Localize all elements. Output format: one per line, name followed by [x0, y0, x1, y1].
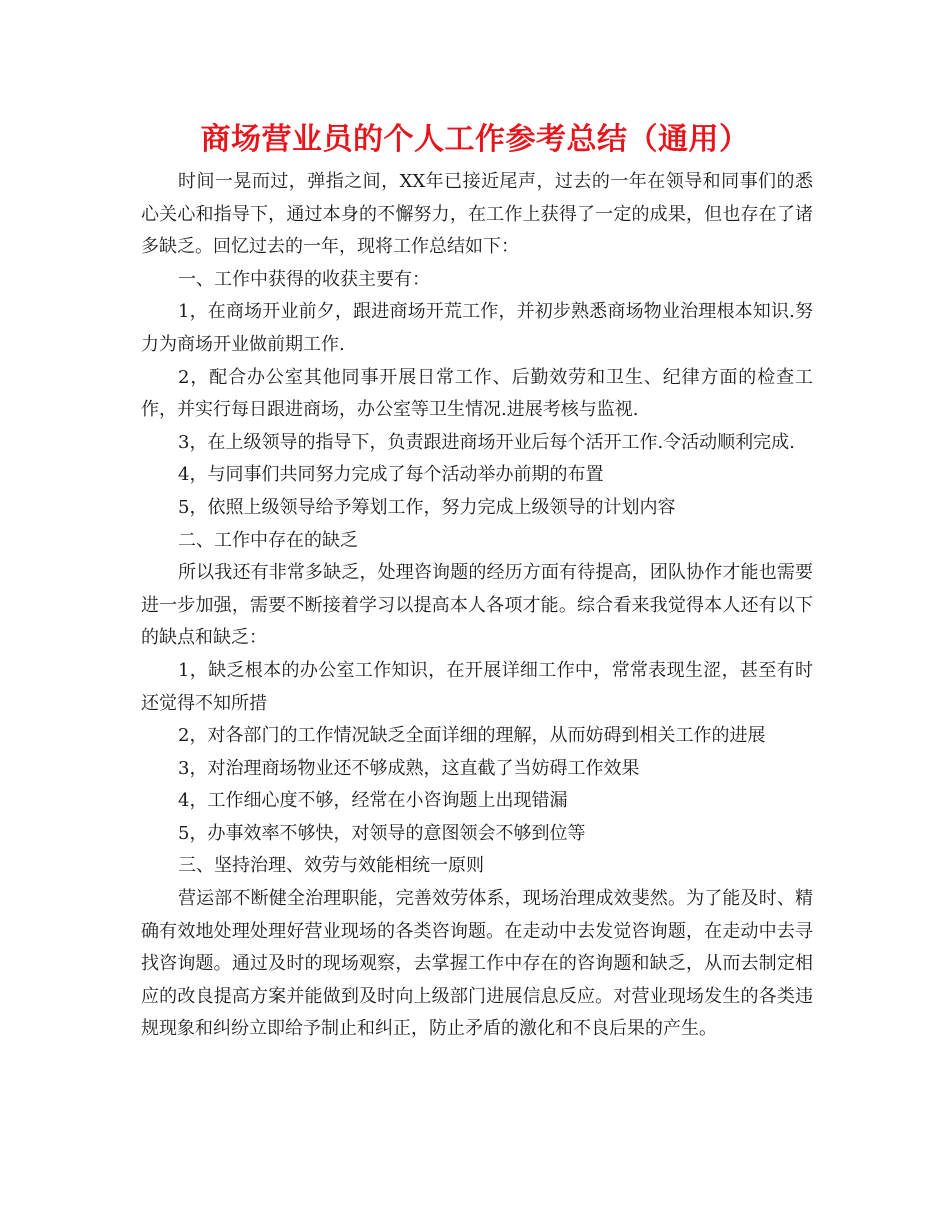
section-heading: 三、坚持治理、效劳与效能相统一原则: [178, 855, 484, 877]
list-item: 4，工作细心度不够，经常在小咨询题上出现错漏: [178, 790, 568, 812]
list-item: 5，办事效率不够快，对领导的意图领会不够到位等: [178, 822, 586, 844]
list-item: 1，在商场开业前夕，跟进商场开荒工作，并初步熟悉商场物业治理根本知识.努力为商场开业做前期工作.: [141, 301, 813, 355]
list-item: 2，对各部门的工作情况缺乏全面详细的理解，从而妨碍到相关工作的进展: [178, 725, 766, 747]
list-item: 5，依照上级领导给予筹划工作，努力完成上级领导的计划内容: [178, 496, 676, 518]
section-heading: 二、工作中存在的缺乏: [178, 529, 358, 551]
list-item: 1，缺乏根本的办公室工作知识，在开展详细工作中，常常表现生涩，甚至有时还觉得不知所措: [141, 659, 813, 714]
list-item: 4，与同事们共同努力完成了每个活动举办前期的布置: [178, 464, 604, 486]
document-title: 商场营业员的个人工作参考总结（通用）: [200, 122, 750, 157]
list-item: 2，配合办公室其他同事开展日常工作、后勤效劳和卫生、纪律方面的检查工作，并实行每日跟进商场，办公室等卫生情况.进展考核与监视.: [141, 366, 813, 421]
paragraph: 时间一晃而过，弹指之间，XX年已接近尾声，过去的一年在领导和同事们的悉心关心和指导下，通过本身的不懈努力，在工作上获得了一定的成果，但也存在了诸多缺乏。回忆过去的一年，现将工作总结如下：: [141, 171, 813, 258]
list-item: 3，对治理商场物业还不够成熟，这直截了当妨碍工作效果: [178, 757, 640, 779]
list-item: 3，在上级领导的指导下，负责跟进商场开业后每个活开工作.令活动顺利完成.: [178, 431, 795, 453]
document-body: [141, 166, 813, 1046]
paragraph: 营运部不断健全治理职能，完善效劳体系，现场治理成效斐然。为了能及时、精确有效地处理处理好营业现场的各类咨询题。在走动中去发觉咨询题，在走动中去寻找咨询题。通过及时的现场观察，去掌握工作中存在的咨询题和缺乏，从而去制定相应的改良提高方案并能做到及时向上级部门进展信息反应。对营业现场发生的各类违规现象和纠纷立即给予制止和纠正，防止矛盾的激化和不良后果的产生。: [141, 888, 813, 1040]
paragraph: 所以我还有非常多缺乏，处理咨询题的经历方面有待提高，团队协作才能也需要进一步加强，需要不断接着学习以提高本人各项才能。综合看来我觉得本人还有以下的缺点和缺乏：: [141, 562, 813, 649]
section-heading: 一、工作中获得的收获主要有：: [178, 268, 430, 290]
